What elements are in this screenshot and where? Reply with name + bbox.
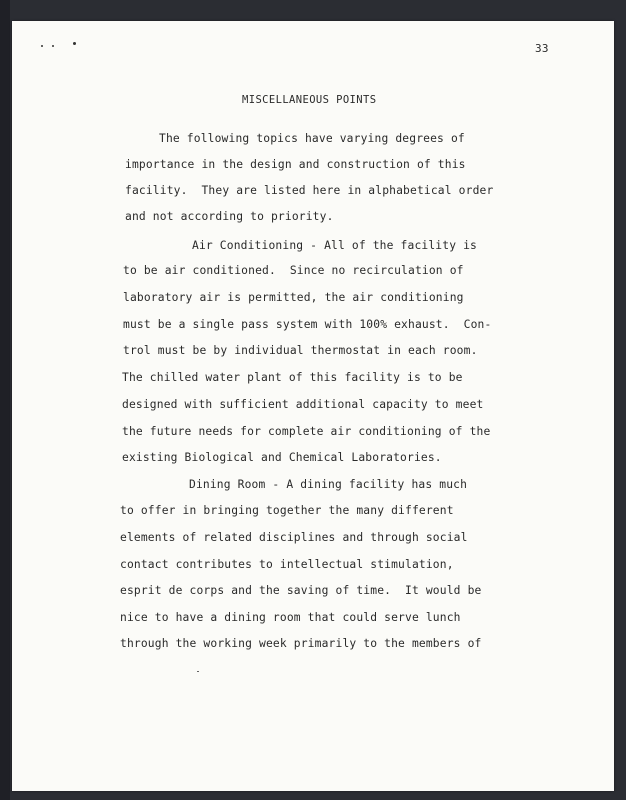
speck-mark bbox=[52, 45, 54, 47]
text-line: The chilled water plant of this facility is to be bbox=[122, 371, 463, 384]
speck-mark bbox=[197, 671, 199, 672]
text-line: designed with sufficient additional capacity to meet bbox=[122, 398, 484, 411]
speck-mark bbox=[41, 45, 43, 47]
text-line: trol must be by individual thermostat in each room. bbox=[123, 344, 478, 357]
text-line: importance in the design and construction of this bbox=[125, 158, 466, 171]
background-edge bbox=[0, 0, 10, 800]
text-line: to offer in bringing together the many different bbox=[120, 504, 454, 517]
text-line: through the working week primarily to the members of bbox=[120, 637, 482, 650]
text-line: and not according to priority. bbox=[125, 210, 334, 223]
page-title: MISCELLANEOUS POINTS bbox=[242, 94, 377, 106]
text-line: esprit de corps and the saving of time. It would be bbox=[120, 584, 482, 597]
text-line: laboratory air is permitted, the air conditioning bbox=[123, 291, 464, 304]
text-line: elements of related disciplines and through social bbox=[120, 531, 468, 544]
text-line: the future needs for complete air conditioning of the bbox=[122, 425, 491, 438]
text-line: nice to have a dining room that could serve lunch bbox=[120, 611, 461, 624]
speck-mark bbox=[73, 42, 76, 45]
text-line: must be a single pass system with 100% exhaust. Con- bbox=[123, 318, 492, 331]
text-line: Dining Room - A dining facility has much bbox=[189, 478, 468, 491]
text-line: facility. They are listed here in alphabetical order bbox=[125, 184, 494, 197]
text-line: existing Biological and Chemical Laboratories. bbox=[122, 451, 442, 464]
page-number: 33 bbox=[535, 42, 549, 55]
text-line: Air Conditioning - All of the facility is bbox=[192, 239, 478, 252]
text-line: to be air conditioned. Since no recirculation of bbox=[123, 264, 464, 277]
document-page bbox=[12, 21, 614, 791]
text-line: contact contributes to intellectual stimulation, bbox=[120, 558, 454, 571]
text-line: The following topics have varying degrees of bbox=[159, 132, 465, 145]
